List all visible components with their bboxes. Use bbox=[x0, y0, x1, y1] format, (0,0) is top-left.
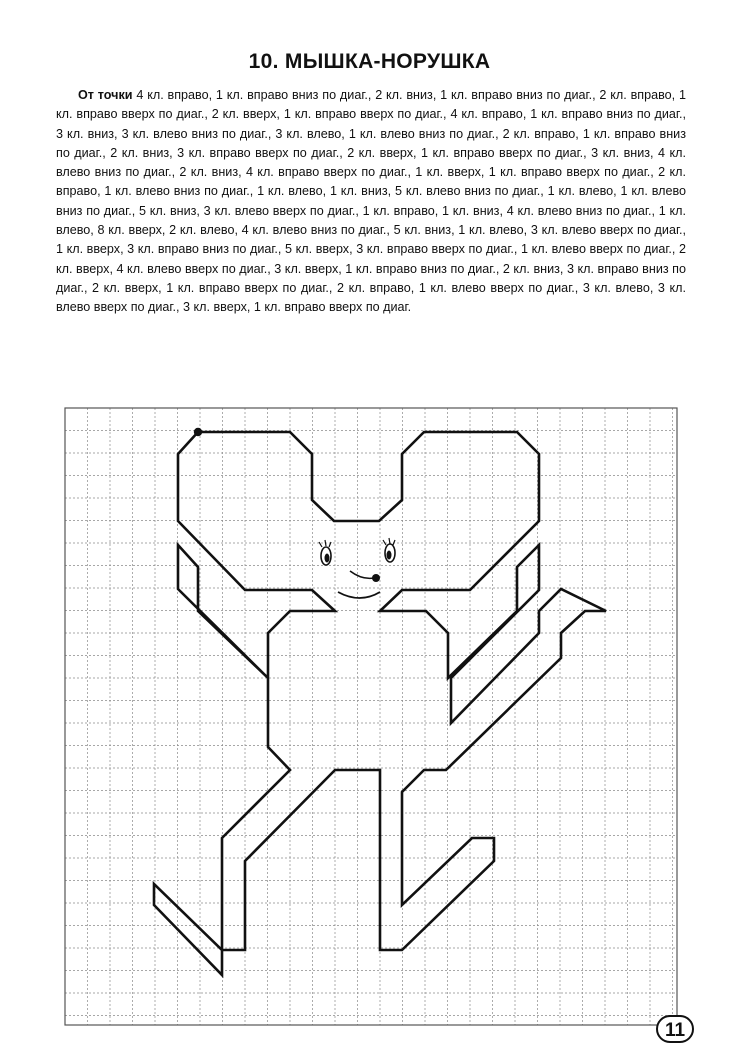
page-number: 11 bbox=[656, 1015, 694, 1043]
instructions-body: 4 кл. вправо, 1 кл. вправо вниз по диаг., 2 кл. вниз, 1 кл. вправо вниз по диаг., 2 кл. вправо, 1 кл. вправо вверх по диаг., 2 кл. вверх, 1 кл. вправо вверх по диаг., 4 кл. вправо, 1 кл. вправо вниз по диаг., 3 кл. вниз, 3 кл. влево вниз по диаг., 3 кл. влево, 1 кл. влево вниз по диаг., 2 кл. вправо, 1 кл. вправо вниз по диаг., 2 кл. вниз, 3 кл. вправо вверх по диаг., 2 кл. вверх, 1 кл. вправо вверх по диаг., 3 кл. вниз, 4 кл. влево вниз по диаг., 2 кл. вниз, 4 кл. вправо вверх по диаг., 1 кл. вверх, 1 кл. вправо вверх по диаг., 2 кл. вправо, 1 кл. влево вниз по диаг., 1 кл. влево, 1 кл. вниз, 5 кл. влево вниз по диаг., 1 кл. влево, 1 кл. влево вниз по диаг., 5 кл. вниз, 3 кл. влево вверх по диаг., 1 кл. вправо, 1 кл. вниз, 4 кл. влево вниз по диаг., 1 кл. влево, 8 кл. вверх, 2 кл. влево, 4 кл. влево вниз по диаг., 5 кл. вниз, 1 кл. влево, 3 кл. влево вверх по диаг., 1 кл. вверх, 3 кл. вправо вниз по диаг., 5 кл. вверх, 3 кл. вправо вверх по диаг., 1 кл. влево вверх по диаг., 2 кл. вверх, 4 кл. влево вверх по диаг., 3 кл. вверх, 1 кл. вправо вниз по диаг., 2 кл. вниз, 3 кл. вправо вниз по диаг., 2 кл. вверх, 1 кл. вправо вверх по диаг., 2 кл. вправо, 1 кл. влево вверх по диаг., 3 кл. влево, 3 кл. влево вверх по диаг., 3 кл. вверх, 1 кл. вправо вверх по диаг. bbox=[56, 88, 686, 315]
smile bbox=[338, 592, 380, 598]
start-label: От точки bbox=[78, 88, 133, 102]
start-point bbox=[194, 428, 202, 436]
right-eye bbox=[383, 538, 395, 562]
grid-border bbox=[65, 408, 677, 1025]
grid-lines bbox=[65, 408, 677, 1025]
nose bbox=[372, 574, 380, 582]
left-eye bbox=[319, 540, 331, 565]
nose-line bbox=[350, 571, 374, 578]
page-title: 10. МЫШКА-НОРУШКА bbox=[248, 50, 491, 73]
